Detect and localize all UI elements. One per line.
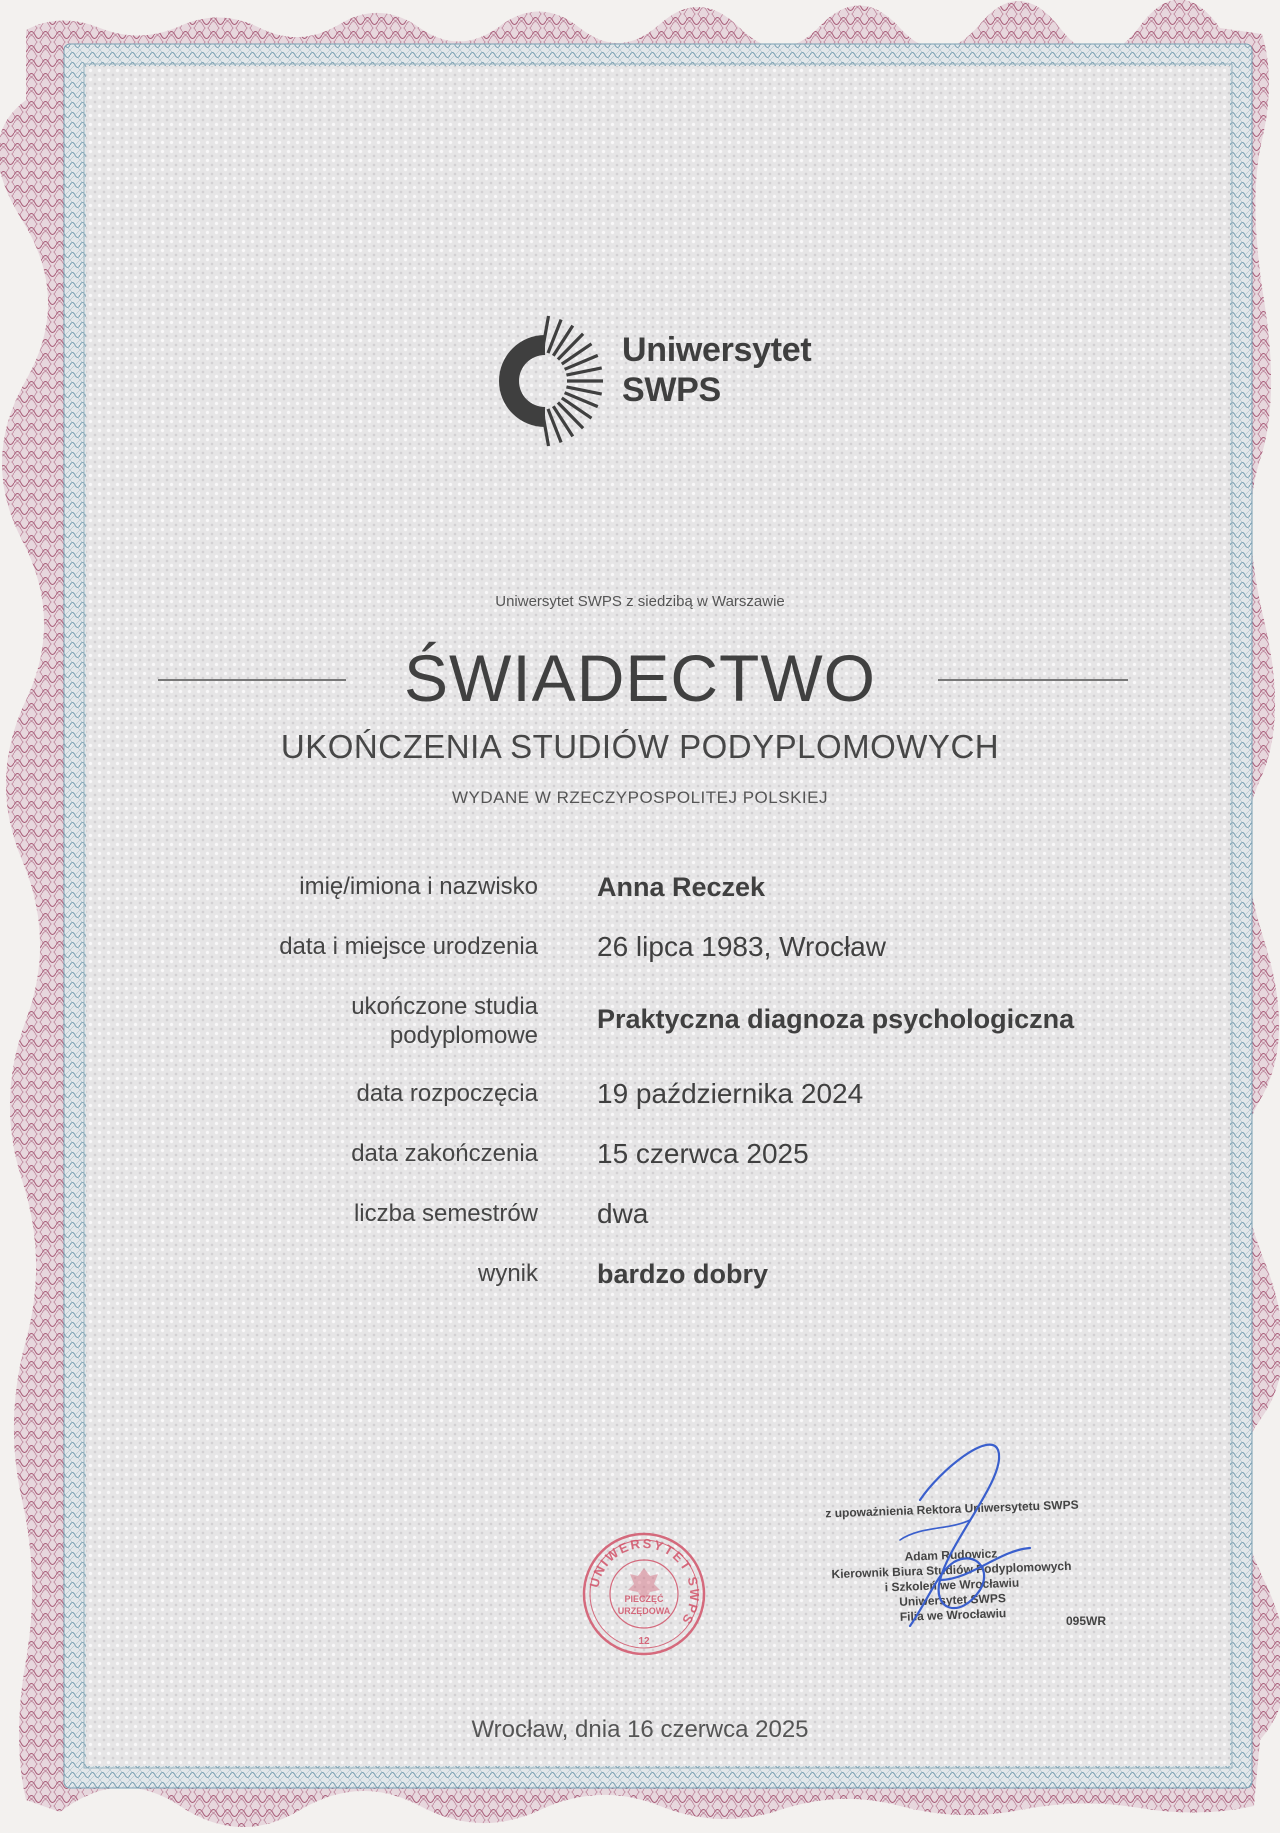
logo-ray [542, 316, 548, 352]
field-label [238, 992, 538, 1050]
signatory-role-line-2: i Szkoleń we Wrocławiu [884, 1575, 1020, 1595]
field-label-line-1: ukończone studia [351, 993, 538, 1020]
field-value: 15 czerwca 2025 [597, 1138, 809, 1169]
logo-ray [558, 334, 583, 360]
signatory-org-line-2: Filia we Wrocławiu [899, 1606, 1007, 1624]
field-label: data i miejsce urodzenia [279, 933, 538, 960]
logo-ray [542, 411, 548, 447]
page-subtitle: UKOŃCZENIA STUDIÓW PODYPLOMOWYCH [280, 728, 1000, 765]
field-value: bardzo dobry [597, 1259, 769, 1289]
issued-in: WYDANE W RZECZYPOSPOLITEJ POLSKIEJ [452, 788, 828, 807]
field-label: wynik [477, 1260, 538, 1287]
field-row-birth [0, 930, 1280, 990]
logo-arc [499, 335, 545, 427]
seal-number: 12 [638, 1636, 650, 1647]
field-label: data rozpoczęcia [356, 1080, 538, 1107]
field-label: data zakończenia [351, 1140, 538, 1167]
field-row-name [0, 870, 1280, 930]
signatory-authorization: z upoważnienia Rektora Uniwersytetu SWPS [825, 1497, 1079, 1521]
field-value: dwa [597, 1198, 649, 1229]
field-row-studies [0, 992, 1280, 1072]
signatory-role-line-1: Kierownik Biura Studiów Podyplomowych [831, 1558, 1072, 1582]
page-title: ŚWIADECTWO [404, 641, 876, 715]
logo-ray [558, 403, 583, 429]
field-row-result [0, 1257, 1280, 1317]
logo-line-2: SWPS [622, 371, 721, 409]
signatory-code: 095WR [1066, 1614, 1107, 1628]
seal-inner-line-1: PIECZĘĆ [624, 1594, 664, 1604]
field-value: 19 października 2024 [597, 1078, 864, 1109]
logo-wordmark [622, 330, 811, 410]
field-row-semesters [0, 1197, 1280, 1257]
logo-line-1: Uniwersytet [622, 331, 812, 369]
logo-ray [566, 387, 601, 394]
place-and-date: Wrocław, dnia 16 czerwca 2025 [471, 1716, 809, 1743]
handwritten-signature [880, 1430, 1080, 1640]
signatory-name: Adam Rudowicz [904, 1546, 998, 1564]
field-label-line-2: podyplomowe [389, 1022, 538, 1049]
field-value: Anna Reczek [597, 872, 766, 902]
field-value: Praktyczna diagnoza psychologiczna [597, 1004, 1075, 1034]
field-row-end-date [0, 1137, 1280, 1197]
seal-inner-line-2: URZĘDOWA [617, 1606, 671, 1616]
logo-ray [566, 368, 601, 375]
field-value: 26 lipca 1983, Wrocław [597, 931, 886, 962]
signatory-org-line-1: Uniwersytet SWPS [898, 1591, 1007, 1609]
field-row-start-date [0, 1077, 1280, 1137]
swps-sunburst-logo-icon [462, 306, 612, 456]
field-label: imię/imiona i nazwisko [299, 873, 538, 900]
seal-ring-text: UNIWERSYTET SWPS [586, 1535, 703, 1629]
university-seat: Uniwersytet SWPS z siedzibą w Warszawie [495, 593, 785, 610]
field-label: liczba semestrów [353, 1200, 538, 1227]
official-seal-stamp [580, 1530, 708, 1658]
